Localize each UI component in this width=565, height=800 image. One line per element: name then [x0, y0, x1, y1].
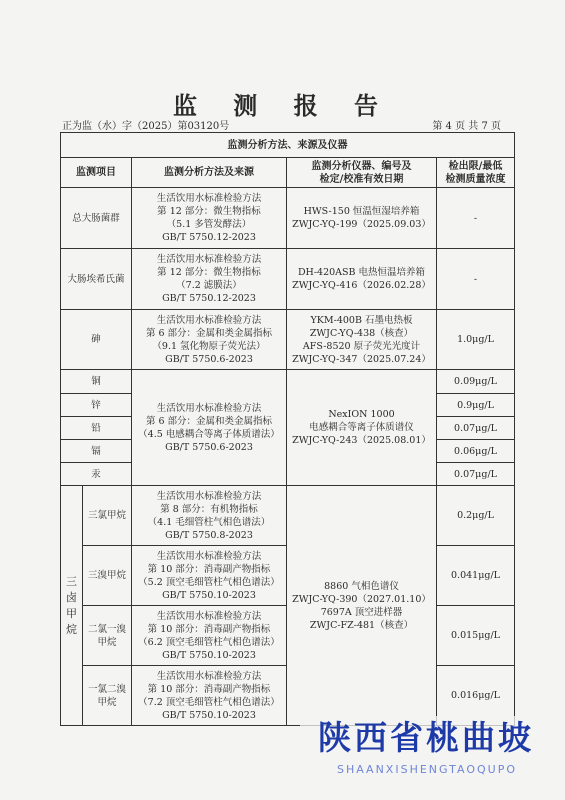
item-name: 砷 [61, 310, 132, 370]
limit-cell: 0.2μg/L [437, 486, 515, 546]
item-name: 一氯二溴 甲烷 [83, 666, 132, 726]
method-cell: 生活饮用水标准检验方法 第 10 部分：消毒副产物指标 （6.2 顶空毛细管柱气相色谱法） GB/T 5750.10-2023 [132, 606, 287, 666]
table-caption: 监测分析方法、来源及仪器 [61, 133, 515, 158]
trihalomethane-group-label: 三 卤 甲 烷 [61, 486, 83, 726]
header-item: 监测项目 [61, 158, 132, 188]
item-name: 铜 [61, 370, 132, 394]
limit-cell: 0.015μg/L [437, 606, 515, 666]
item-name: 大肠埃希氏菌 [61, 249, 132, 310]
watermark-text: 陕西省桃曲坡 [300, 716, 552, 760]
limit-cell: 0.07μg/L [437, 417, 515, 440]
method-cell: 生活饮用水标准检验方法 第 10 部分：消毒副产物指标 （7.2 顶空毛细管柱气相色谱法） GB/T 5750.10-2023 [132, 666, 287, 726]
table-row [61, 486, 515, 546]
limit-cell: - [437, 249, 515, 310]
item-name: 三溴甲烷 [83, 546, 132, 606]
method-cell: 生活饮用水标准检验方法 第 12 部分：微生物指标 （7.2 滤膜法） GB/T 5750.12-2023 [132, 249, 287, 310]
method-cell: 生活饮用水标准检验方法 第 6 部分：金属和类金属指标 （4.5 电感耦合等离子体质谱法） GB/T 5750.6-2023 [132, 370, 287, 486]
table-row [61, 188, 515, 249]
instrument-cell: DH-420ASB 电热恒温培养箱 ZWJC-YQ-416（2026.02.28） [287, 249, 437, 310]
item-name: 镉 [61, 440, 132, 463]
limit-cell: 0.9μg/L [437, 394, 515, 417]
item-name: 二氯一溴 甲烷 [83, 606, 132, 666]
header-method: 监测分析方法及来源 [132, 158, 287, 188]
instrument-cell: HWS-150 恒温恒湿培养箱 ZWJC-YQ-199（2025.09.03） [287, 188, 437, 249]
method-cell: 生活饮用水标准检验方法 第 12 部分：微生物指标 （5.1 多管发酵法） GB/T 5750.12-2023 [132, 188, 287, 249]
item-name: 铅 [61, 417, 132, 440]
limit-cell: - [437, 188, 515, 249]
page-number: 第 4 页 共 7 页 [432, 121, 501, 132]
limit-cell: 0.07μg/L [437, 463, 515, 486]
limit-cell: 0.09μg/L [437, 370, 515, 394]
report-title: 监 测 报 告 [172, 91, 393, 120]
header-instrument: 监测分析仪器、编号及 检定/校准有效日期 [287, 158, 437, 188]
item-name: 锌 [61, 394, 132, 417]
method-cell: 生活饮用水标准检验方法 第 8 部分：有机物指标 （4.1 毛细管柱气相色谱法） GB/T 5750.8-2023 [132, 486, 287, 546]
document-number: 正为监（水）字（2025）第03120号 [62, 121, 230, 132]
table-header-row [61, 158, 515, 188]
monitoring-methods-table [60, 132, 515, 726]
table-row [61, 370, 515, 394]
limit-cell: 0.041μg/L [437, 546, 515, 606]
limit-cell: 1.0μg/L [437, 310, 515, 370]
instrument-cell: NexION 1000 电感耦合等离子体质谱仪 ZWJC-YQ-243（2025.08.01） [287, 370, 437, 486]
limit-cell: 0.06μg/L [437, 440, 515, 463]
header-limit: 检出限/最低 检测质量浓度 [437, 158, 515, 188]
watermark-subtext: SHAANXISHENGTAOQUPO [336, 763, 518, 776]
table-row [61, 249, 515, 310]
method-cell: 生活饮用水标准检验方法 第 10 部分：消毒副产物指标 （5.2 顶空毛细管柱气相色谱法） GB/T 5750.10-2023 [132, 546, 287, 606]
item-name: 总大肠菌群 [61, 188, 132, 249]
table-row [61, 310, 515, 370]
instrument-cell: YKM-400B 石墨电热板 ZWJC-YQ-438（核查） AFS-8520 原子荧光光度计 ZWJC-YQ-347（2025.07.24） [287, 310, 437, 370]
method-cell: 生活饮用水标准检验方法 第 6 部分：金属和类金属指标 （9.1 氢化物原子荧光法） GB/T 5750.6-2023 [132, 310, 287, 370]
table-caption-row [61, 133, 515, 158]
limit-cell: 0.016μg/L [437, 666, 515, 726]
item-name: 汞 [61, 463, 132, 486]
item-name: 三氯甲烷 [83, 486, 132, 546]
instrument-cell: 8860 气相色谱仪 ZWJC-YQ-390（2027.01.10） 7697A 顶空进样器 ZWJC-FZ-481（核查） [287, 486, 437, 726]
